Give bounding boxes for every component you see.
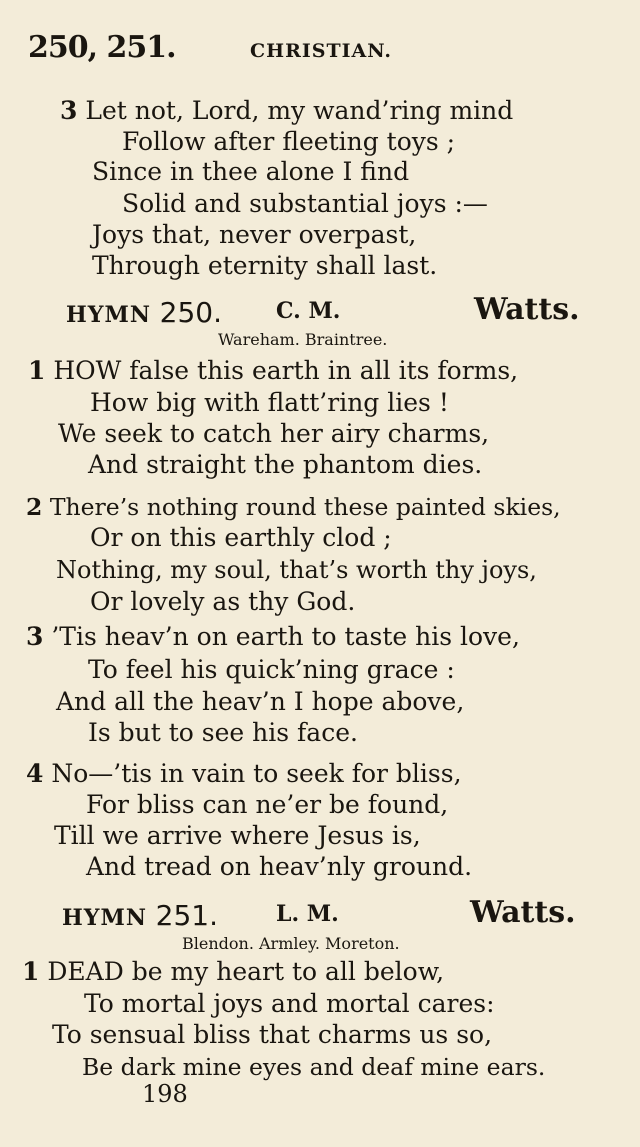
verse-number: 1 <box>28 356 46 385</box>
verse-line: 2 There’s nothing round these painted skies, <box>26 493 561 521</box>
verse-line: To feel his quick’ning grace : <box>88 655 455 684</box>
verse-line: 4 No—’tis in vain to seek for bliss, <box>26 759 462 788</box>
verse-line: Follow after fleeting toys ; <box>122 127 456 156</box>
hymn-label: HYMN <box>62 905 147 931</box>
hymn-author: Watts. <box>470 895 576 930</box>
verse-line: And all the heav’n I hope above, <box>56 687 465 716</box>
running-header <box>28 30 628 70</box>
verse-line: Joys that, never overpast, <box>92 220 417 249</box>
verse-number: 3 <box>26 622 44 651</box>
hymn-label: HYMN <box>66 302 151 328</box>
verse-number: 1 <box>22 957 40 986</box>
hymn-250-heading <box>0 290 640 330</box>
hymn-tunes: Wareham. Braintree. <box>218 330 388 349</box>
verse-line: And straight the phantom dies. <box>88 450 483 479</box>
header-title: CHRISTIAN. <box>250 40 393 62</box>
verse-line: Since in thee alone I find <box>92 157 410 186</box>
verse-number: 3 <box>60 96 78 125</box>
hymn-meter: C. M. <box>276 298 341 324</box>
verse-line: To sensual bliss that charms us so, <box>52 1020 493 1049</box>
verse-line: Till we arrive where Jesus is, <box>54 821 421 850</box>
hymn-meter: L. M. <box>276 901 339 927</box>
verse-line: 1 DEAD be my heart to all below, <box>22 957 445 986</box>
verse-line: Solid and substantial joys :— <box>122 189 488 218</box>
verse-number: 2 <box>26 493 43 521</box>
hymn-author: Watts. <box>474 292 580 327</box>
verse-line: 3 Let not, Lord, my wand’ring mind <box>60 96 514 125</box>
verse-line: Or lovely as thy God. <box>90 587 356 616</box>
hymn-number: 251. <box>155 899 218 932</box>
verse-line: Be dark mine eyes and deaf mine ears. <box>82 1053 546 1081</box>
page-number: 198 <box>142 1080 188 1108</box>
verse-line: For bliss can ne’er be found, <box>86 790 449 819</box>
verse-line: How big with flatt’ring lies ! <box>90 388 449 417</box>
verse-line: To mortal joys and mortal cares: <box>84 989 495 1018</box>
verse-line: Is but to see his face. <box>88 718 358 747</box>
verse-line: And tread on heav’nly ground. <box>86 852 473 881</box>
hymn-number: 250. <box>159 296 222 329</box>
verse-line: Through eternity shall last. <box>92 251 438 280</box>
verse-line: 3 ’Tis heav’n on earth to taste his love, <box>26 622 520 651</box>
verse-line: 1 HOW false this earth in all its forms, <box>28 356 519 385</box>
verse-number: 4 <box>26 759 44 788</box>
hymn-tunes: Blendon. Armley. Moreton. <box>182 934 400 953</box>
hymn-251-heading <box>0 893 640 933</box>
verse-line: Or on this earthly clod ; <box>90 523 392 552</box>
header-page-numbers: 250, 251. <box>28 30 176 65</box>
verse-line: We seek to catch her airy charms, <box>58 419 490 448</box>
verse-line: Nothing, my soul, that’s worth thy joys, <box>56 556 537 584</box>
